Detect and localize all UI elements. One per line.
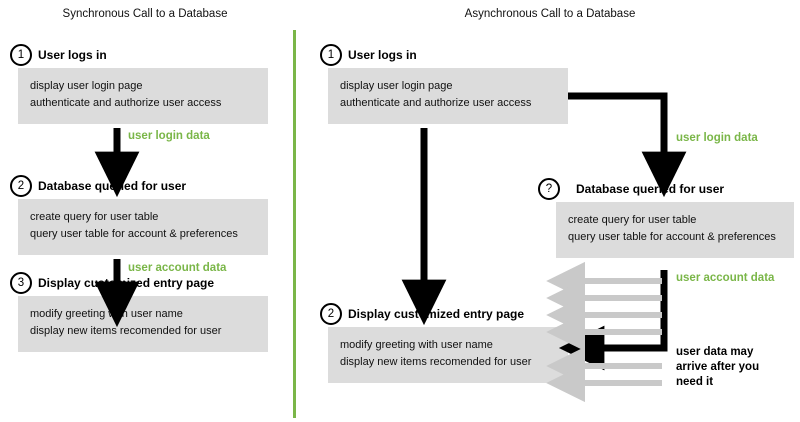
sync-step-3-box <box>18 296 268 352</box>
sync-step-2-line-1: create query for user table <box>30 211 159 223</box>
async-step-1-line-1: display user login page <box>340 80 453 92</box>
sync-step-2-number: 2 <box>10 175 32 197</box>
async-step-1-heading: User logs in <box>348 48 417 62</box>
sync-step-2-box <box>18 199 268 255</box>
sync-arrow-label-2: user account data <box>128 262 227 274</box>
async-step-2-line-1: create query for user table <box>568 214 697 226</box>
sync-step-1-line-1: display user login page <box>30 80 143 92</box>
sync-step-1-number: 1 <box>10 44 32 66</box>
sync-step-3-number: 3 <box>10 272 32 294</box>
sync-step-2-line-2: query user table for account & preferences <box>30 228 238 240</box>
sync-step-1-heading: User logs in <box>38 48 107 62</box>
async-step-2-heading: Database queried for user <box>576 182 725 196</box>
async-step-3-number: 2 <box>320 303 342 325</box>
column-divider <box>293 30 296 418</box>
sync-step-3-line-2: display new items recomended for user <box>30 325 222 337</box>
async-arrow-label-2: user account data <box>676 272 775 284</box>
async-note-line-2: arrive after you <box>676 361 760 373</box>
sync-step-1-box <box>18 68 268 124</box>
left-column-title: Synchronous Call to a Database <box>62 8 228 20</box>
async-request-arrow <box>568 96 664 160</box>
async-step-1-box <box>328 68 568 124</box>
async-step-3-heading: Display customized entry page <box>348 307 525 321</box>
async-arrow-label-1: user login data <box>676 132 758 144</box>
async-note <box>676 345 759 390</box>
async-step-3-line-2: display new items recomended for user <box>340 356 532 368</box>
async-step-2-line-2: query user table for account & preferences <box>568 231 776 243</box>
async-step-2-number: ? <box>538 178 560 200</box>
sync-arrow-label-1: user login data <box>128 130 210 142</box>
sync-step-1-line-2: authenticate and authorize user access <box>30 97 222 109</box>
sync-step-3-line-1: modify greeting with user name <box>30 308 183 320</box>
async-step-3-line-1: modify greeting with user name <box>340 339 493 351</box>
async-note-line-1: user data may <box>676 346 754 358</box>
async-note-line-3: need it <box>676 376 714 388</box>
async-step-1-line-2: authenticate and authorize user access <box>340 97 532 109</box>
async-step-3-box <box>328 327 568 383</box>
async-step-1-number: 1 <box>320 44 342 66</box>
right-column-title: Asynchronous Call to a Database <box>464 8 636 20</box>
async-response-arrow <box>596 270 664 348</box>
async-step-2-box <box>556 202 794 258</box>
sync-step-3-heading: Display customized entry page <box>38 276 215 290</box>
sync-step-2-heading: Database queried for user <box>38 179 187 193</box>
